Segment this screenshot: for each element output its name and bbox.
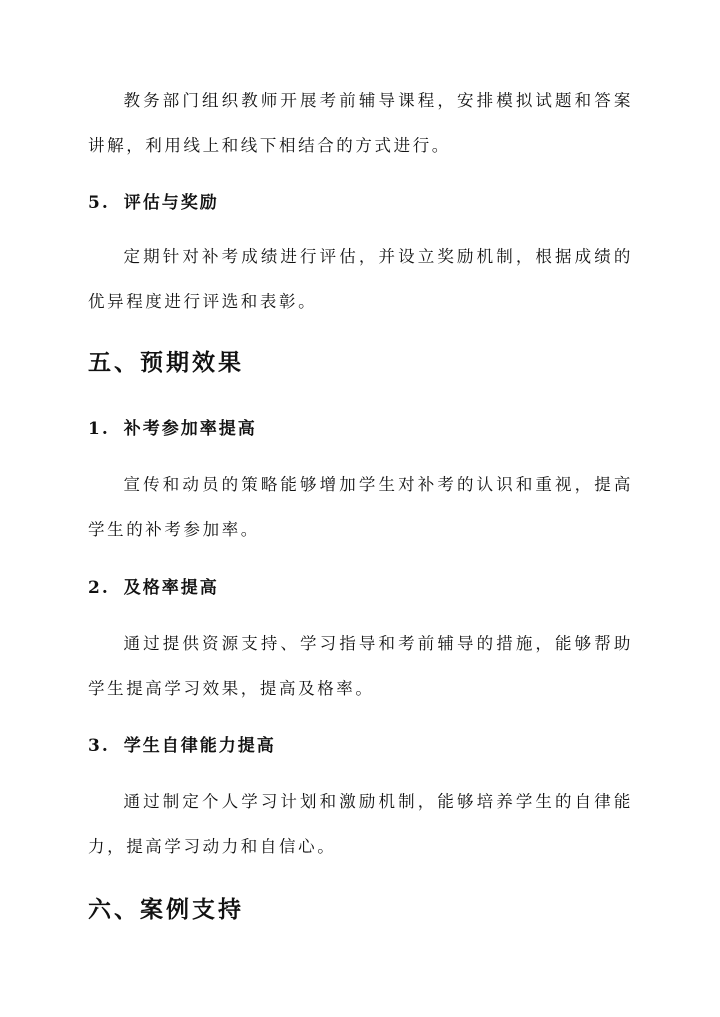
subheading-evaluation-rewards — [88, 188, 219, 213]
subheading-self-discipline — [88, 731, 276, 756]
subheading-number: 5. — [88, 193, 110, 213]
paragraph-text: 通过制定个人学习计划和激励机制，能够培养学生的自律能力，提高学习动力和自信心。 — [88, 792, 633, 856]
paragraph-pass-rate — [88, 621, 633, 711]
subheading-number: 3. — [88, 736, 110, 756]
paragraph-text: 教务部门组织教师开展考前辅导课程，安排模拟试题和答案讲解，利用线上和线下相结合的方式进行。 — [88, 91, 633, 155]
subheading-pass-rate — [88, 573, 219, 598]
subheading-text: 补考参加率提高 — [123, 419, 257, 439]
paragraph-text: 定期针对补考成绩进行评估，并设立奖励机制，根据成绩的优异程度进行评选和表彰。 — [88, 247, 633, 311]
subheading-number: 2. — [88, 578, 110, 598]
subheading-number: 1. — [88, 419, 110, 439]
section-title-case-support: 六、案例支持 — [88, 896, 244, 923]
paragraph-participation — [88, 462, 633, 552]
section-title-expected-effects: 五、预期效果 — [88, 349, 244, 376]
subheading-text: 评估与奖励 — [123, 193, 219, 213]
paragraph-text: 通过提供资源支持、学习指导和考前辅导的措施，能够帮助学生提高学习效果，提高及格率。 — [88, 634, 633, 698]
paragraph-self-discipline — [88, 779, 633, 869]
paragraph-teaching-support — [88, 78, 633, 168]
paragraph-text: 宣传和动员的策略能够增加学生对补考的认识和重视，提高学生的补考参加率。 — [88, 475, 633, 539]
paragraph-evaluation — [88, 234, 633, 324]
subheading-text: 学生自律能力提高 — [123, 736, 276, 756]
subheading-text: 及格率提高 — [123, 578, 219, 598]
subheading-participation-rate — [88, 414, 257, 439]
